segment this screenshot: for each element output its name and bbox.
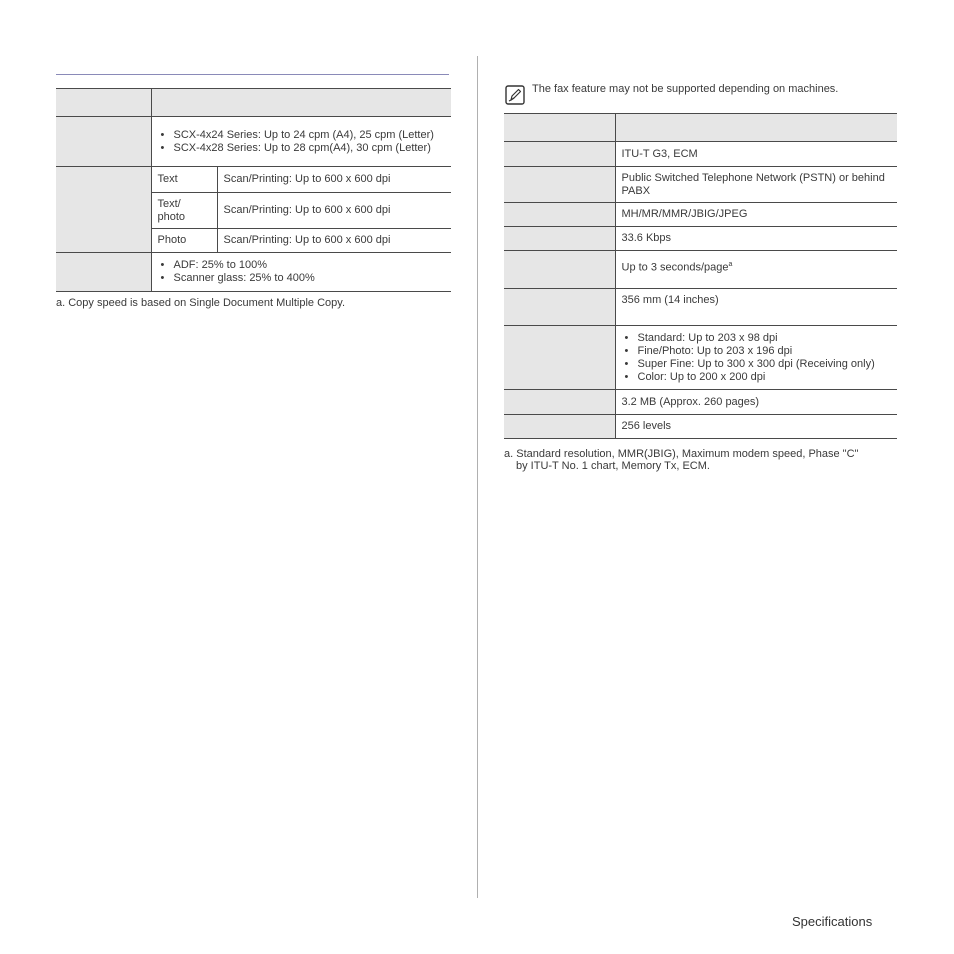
list-item: • Color: Up to 200 x 200 dpi [622, 371, 892, 384]
list-item: • Super Fine: Up to 300 x 300 dpi (Receiving only) [622, 358, 892, 371]
row-label [56, 253, 151, 292]
fax-footnote-line: a. Standard resolution, MMR(JBIG), Maximum modem speed, Phase "C" [504, 448, 859, 460]
cell-value: 33.6 Kbps [615, 227, 897, 251]
table-row [504, 227, 897, 251]
footnote-marker: a [728, 261, 733, 268]
table-header-row [504, 114, 897, 142]
table-row [504, 326, 897, 390]
cell-value: 356 mm (14 inches) [615, 289, 897, 326]
cell-value: 3.2 MB (Approx. 260 pages) [615, 390, 897, 415]
table-row [56, 117, 451, 167]
sub-label: Text [151, 167, 217, 193]
row-label [504, 251, 615, 289]
cell-value: ITU-T G3, ECM [615, 142, 897, 167]
row-label [504, 142, 615, 167]
cell-value: Scan/Printing: Up to 600 x 600 dpi [217, 229, 451, 253]
row-label [56, 117, 151, 167]
table-row [504, 142, 897, 167]
row-label [504, 289, 615, 326]
cell-value: Scan/Printing: Up to 600 x 600 dpi [217, 193, 451, 229]
row-label [504, 415, 615, 439]
copy-spec-table [56, 88, 451, 292]
fax-spec-table [504, 113, 897, 439]
sub-label: Photo [151, 229, 217, 253]
bullet-list [158, 129, 446, 155]
table-row [504, 203, 897, 227]
row-label [504, 390, 615, 415]
note-text: The fax feature may not be supported depending on machines. [532, 83, 839, 95]
table-row [504, 251, 897, 289]
table-row [504, 415, 897, 439]
row-label [504, 326, 615, 390]
list-item: • SCX-4x28 Series: Up to 28 cpm(A4), 30 cpm (Letter) [158, 142, 446, 155]
table-row [56, 167, 451, 193]
table-row [504, 390, 897, 415]
bullet-list [158, 259, 446, 285]
cell-value: Scan/Printing: Up to 600 x 600 dpi [217, 167, 451, 193]
list-item: • SCX-4x24 Series: Up to 24 cpm (A4), 25 cpm (Letter) [158, 129, 446, 142]
cell-text: Up to 3 seconds/page [621, 261, 729, 274]
cell-value: Public Switched Telephone Network (PSTN) or behind PABX [615, 167, 897, 203]
cell-value [615, 251, 897, 289]
column-divider [477, 56, 478, 898]
cell-value: 256 levels [615, 415, 897, 439]
table-row [56, 253, 451, 292]
table-row [504, 289, 897, 326]
list-item: • Standard: Up to 203 x 98 dpi [622, 332, 892, 345]
row-label [504, 167, 615, 203]
list-item: • ADF: 25% to 100% [158, 259, 446, 272]
row-label [504, 227, 615, 251]
cell-value: MH/MR/MMR/JBIG/JPEG [615, 203, 897, 227]
section-rule [56, 74, 449, 75]
row-label [56, 167, 151, 253]
note-pencil-icon [505, 85, 525, 105]
list-item: • Scanner glass: 25% to 400% [158, 272, 446, 285]
page-footer-section: Specifications [792, 914, 873, 929]
list-item: • Fine/Photo: Up to 203 x 196 dpi [622, 345, 892, 358]
sub-label: Text/ photo [151, 193, 217, 229]
table-header-row [56, 89, 451, 117]
bullet-list [622, 332, 892, 384]
copy-footnote: a. Copy speed is based on Single Document Multiple Copy. [56, 297, 346, 309]
row-label [504, 203, 615, 227]
table-row [504, 167, 897, 203]
fax-footnote-line: by ITU-T No. 1 chart, Memory Tx, ECM. [516, 460, 710, 472]
fax-footnote [504, 448, 858, 472]
